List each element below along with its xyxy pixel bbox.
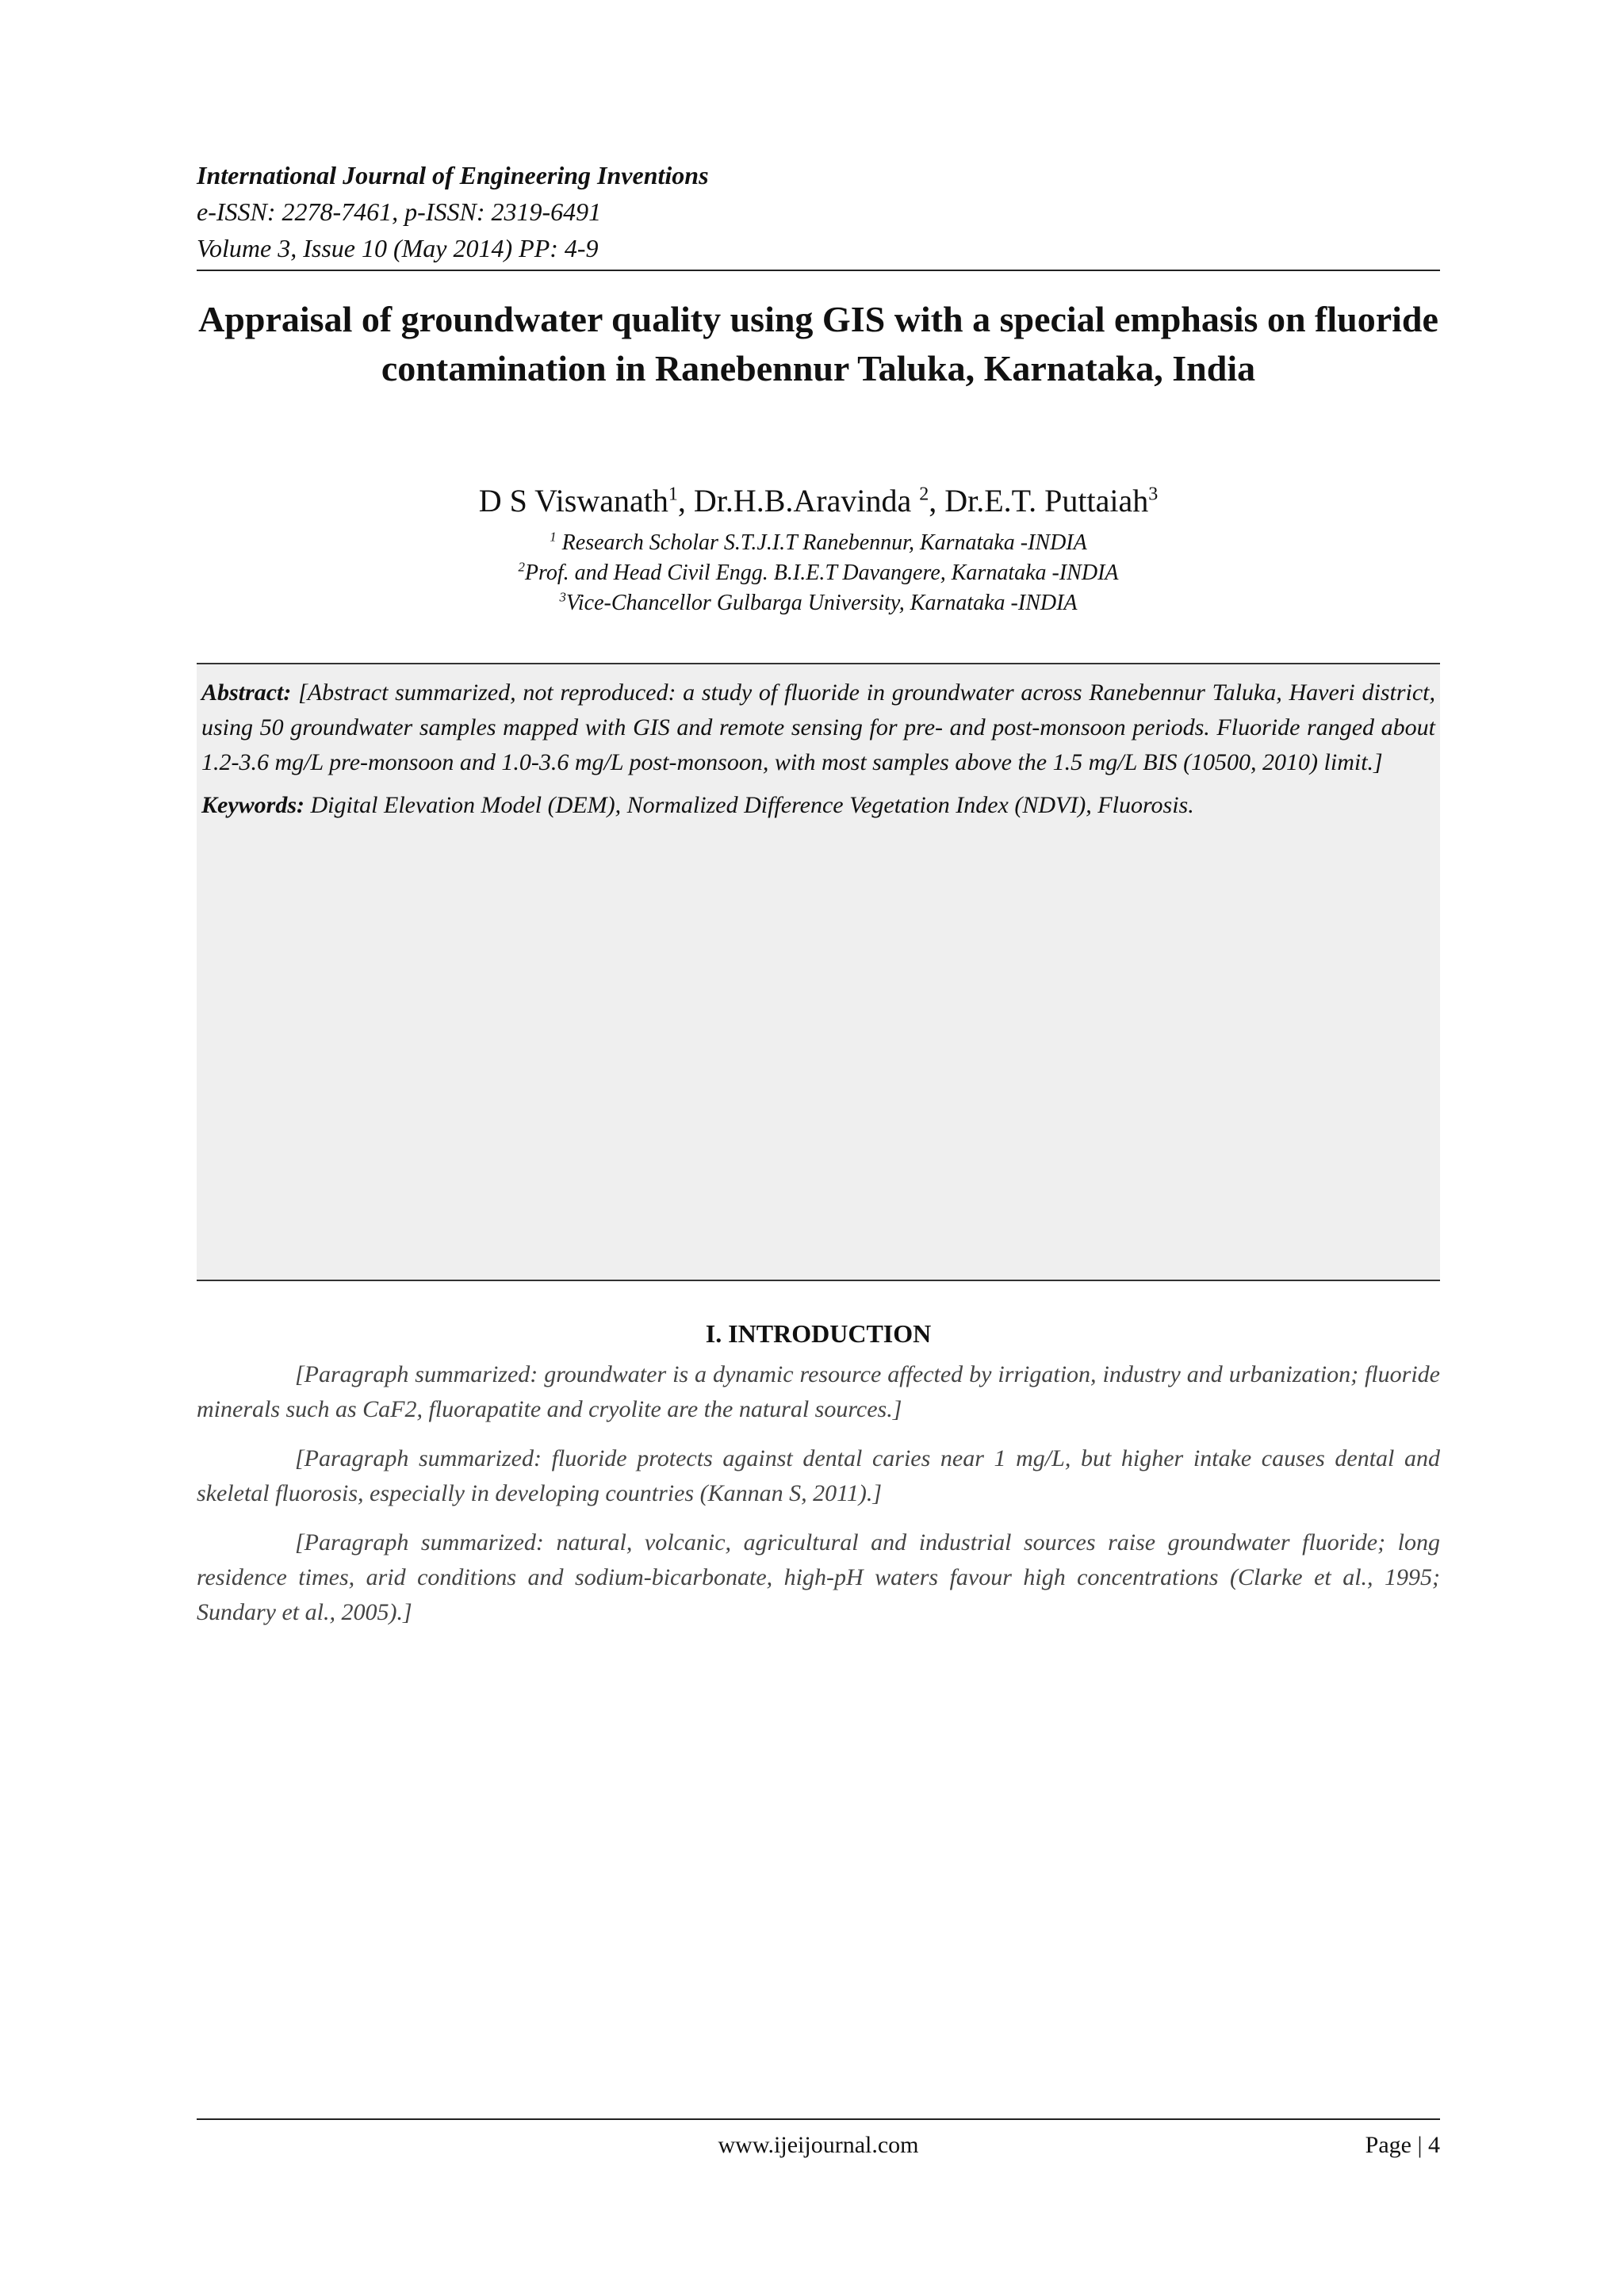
affiliation: $^2$Prof. and Head Civil Engg. B.I.E.T Davangere, Karnataka -INDIA <box>518 559 1119 585</box>
journal-name: International Journal of Engineering Inventions <box>197 161 709 189</box>
affiliation-list <box>197 528 1440 618</box>
keywords-text: Digital Elevation Model (DEM), Normalized Difference Vegetation Index (NDVI), Fluorosis. <box>310 792 1194 818</box>
body-paragraph: [Paragraph summarized: fluoride protects against dental caries near 1 mg/L, but higher intake causes dental and skeletal fluorosis, especially in developing countries (Kannan S, 2011).] <box>197 1445 1440 1506</box>
abstract-box <box>197 663 1440 1281</box>
author-name: Dr.E.T. Puttaiah <box>944 483 1149 519</box>
author-sup: 3 <box>1148 484 1159 505</box>
footer-page-number: Page | 4 <box>1365 2132 1440 2158</box>
abstract-text: [Abstract summarized, not reproduced: a study of fluoride in groundwater across Ranebennur Taluka, Haveri district, using 50 groundwater samples mapped with GIS and remote sensing for pre- and post-monsoon periods. Fluoride ranged about 1.2-3.6 mg/L pre-monsoon and 1.0-3.6 mg/L post-monsoon, with most samples above the 1.5 mg/L BIS (10500, 2010) limit.] <box>201 679 1435 775</box>
journal-issn: e-ISSN: 2278-7461, p-ISSN: 2319-6491 <box>197 197 602 226</box>
section-heading-introduction <box>197 1316 1440 1351</box>
keywords-label: Keywords: <box>201 792 304 818</box>
journal-header <box>197 157 1440 266</box>
author-sup: 2 <box>919 484 929 505</box>
affiliation-sup: 3 <box>559 589 566 605</box>
header-rule <box>197 270 1440 271</box>
author-list: D S Viswanath$^1$, Dr.H.B.Aravinda $^2$, Dr.E.T. Puttaiah$^3$ <box>478 483 1159 519</box>
introduction-body <box>197 1357 1440 1644</box>
affiliation-sup: 1 <box>550 529 557 545</box>
footer-website: www.ijeijournal.com <box>718 2132 919 2158</box>
keywords-paragraph <box>201 788 1435 823</box>
affiliation: $^3$Vice-Chancellor Gulbarga University, Karnataka -INDIA <box>559 589 1078 615</box>
affiliation: $^1$ Research Scholar S.T.J.I.T Ranebennur, Karnataka -INDIA <box>550 529 1087 555</box>
author-name: D S Viswanath <box>478 483 668 519</box>
section-heading: INTRODUCTION <box>728 1319 932 1348</box>
section-numeral: I. <box>705 1319 722 1348</box>
abstract-paragraph <box>201 675 1435 780</box>
author-sup: 1 <box>668 484 678 505</box>
paper-title: Appraisal of groundwater quality using GIS with a special emphasis on fluoride contamination in Ranebennur Taluka, Karnataka, India <box>198 299 1438 388</box>
affiliation-sup: 2 <box>518 559 525 575</box>
footer-rule <box>197 2118 1440 2120</box>
author-name: Dr.H.B.Aravinda <box>693 483 912 519</box>
abstract-label: Abstract: <box>201 679 292 706</box>
journal-volume: Volume 3, Issue 10 (May 2014) PP: 4-9 <box>197 234 599 262</box>
body-paragraph: [Paragraph summarized: groundwater is a dynamic resource affected by irrigation, industry and urbanization; fluoride minerals such as CaF2, fluorapatite and cryolite are the natural sources.] <box>197 1361 1440 1422</box>
body-paragraph: [Paragraph summarized: natural, volcanic, agricultural and industrial sources raise groundwater fluoride; long residence times, arid conditions and sodium-bicarbonate, high-pH waters favour high concentrations (Clarke et al., 1995; Sundary et al., 2005).] <box>197 1529 1440 1625</box>
